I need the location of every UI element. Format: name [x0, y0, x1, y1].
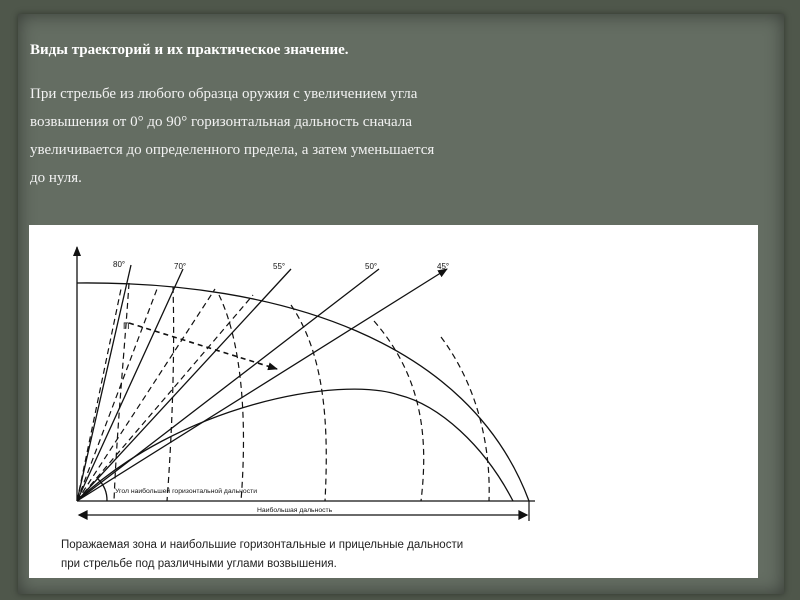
angle-label-50: 50°	[365, 262, 378, 271]
paragraph-line-3: увеличивается до определенного предела, а затем уменьшается	[30, 142, 435, 158]
paragraph-line-2: возвышения от 0° до 90° горизонтальная дальность сначала	[30, 114, 412, 130]
elevation-line-55	[77, 269, 291, 501]
elevation-line-70	[77, 269, 183, 501]
zone-letter: П	[123, 321, 130, 331]
envelope-curve	[77, 283, 529, 501]
dashed-elevation-4	[77, 295, 253, 501]
angle-label-55: 55°	[273, 262, 286, 271]
dashed-elevation-lines	[77, 289, 253, 501]
max-range-angle-label: Угол наибольшей горизонтальной дальности	[115, 488, 258, 495]
trajectory-60	[219, 295, 243, 501]
trajectory-50	[374, 321, 424, 501]
zone-boundary-line	[129, 323, 277, 369]
caption-line-1: Поражаемая зона и наибольшие горизонтальные и прицельные дальности	[61, 539, 464, 551]
angle-label-70: 70°	[174, 262, 187, 271]
trajectory-figure	[29, 225, 758, 578]
range-dimension-right-arrow	[519, 511, 527, 519]
paragraph-line-4: до нуля.	[30, 170, 82, 186]
low-angle-trajectory	[77, 389, 513, 501]
angle-label-80: 80°	[113, 260, 126, 269]
slide-title: Виды траекторий и их практическое значение.	[30, 42, 349, 58]
elevation-line-45	[77, 269, 447, 501]
range-dimension-left-arrow	[79, 511, 87, 519]
slide-paragraph	[30, 80, 590, 192]
elevation-lines	[77, 265, 447, 501]
max-range-label: Наибольшая дальность	[257, 507, 333, 514]
dashed-elevation-1	[77, 289, 121, 501]
paragraph-line-1: При стрельбе из любого образца оружия с увеличением угла	[30, 86, 418, 102]
trajectory-45	[441, 337, 489, 501]
trajectory-diagram	[29, 225, 758, 578]
figure-caption	[61, 536, 463, 574]
dashed-elevation-3	[77, 289, 215, 501]
caption-line-2: при стрельбе под различными углами возвышения.	[61, 558, 337, 570]
trajectory-55	[291, 305, 326, 501]
angle-label-45: 45°	[437, 262, 450, 271]
